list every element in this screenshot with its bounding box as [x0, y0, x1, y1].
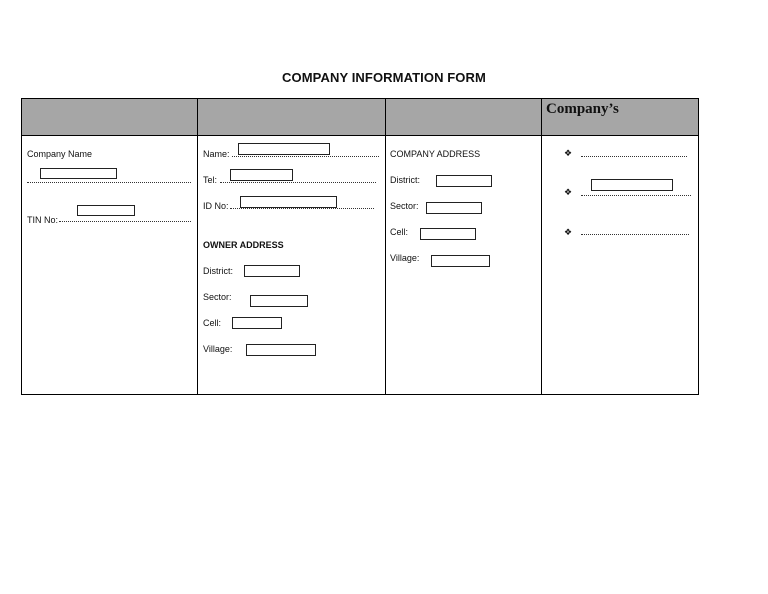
- company-address-heading: COMPANY ADDRESS: [390, 149, 481, 159]
- owner-id-label: ID No:: [203, 201, 229, 211]
- tin-label: TIN No:: [27, 215, 59, 225]
- owner-sector-field[interactable]: [250, 295, 308, 307]
- company-sector-field[interactable]: [426, 202, 482, 214]
- column-divider: [385, 99, 386, 394]
- owner-address-heading: OWNER ADDRESS: [203, 240, 284, 250]
- companys-field-2[interactable]: [591, 179, 673, 191]
- owner-tel-label: Tel:: [203, 175, 218, 185]
- owner-name-field[interactable]: [238, 143, 330, 155]
- diamond-bullet-icon: ❖: [564, 227, 573, 237]
- column-divider: [197, 99, 198, 394]
- column-header-companys: Company’s: [546, 101, 619, 117]
- column-divider: [541, 99, 542, 394]
- company-village-label: Village:: [390, 253, 420, 263]
- owner-cell-field[interactable]: [232, 317, 282, 329]
- owner-id-dotted-line: [230, 208, 374, 209]
- company-information-table: [21, 98, 699, 395]
- owner-id-field[interactable]: [240, 196, 337, 208]
- company-name-field[interactable]: [40, 168, 117, 179]
- owner-sector-label: Sector:: [203, 292, 232, 302]
- owner-tel-dotted-line: [220, 182, 376, 183]
- company-district-label: District:: [390, 175, 420, 185]
- diamond-bullet-icon: ❖: [564, 187, 573, 197]
- company-cell-field[interactable]: [420, 228, 476, 240]
- company-sector-label: Sector:: [390, 201, 419, 211]
- owner-tel-field[interactable]: [230, 169, 293, 181]
- companys-dotted-line-3: [581, 234, 689, 235]
- company-district-field[interactable]: [436, 175, 492, 187]
- company-name-dotted-line: [27, 182, 191, 183]
- owner-name-dotted-line: [232, 156, 379, 157]
- diamond-bullet-icon: ❖: [564, 148, 573, 158]
- owner-village-field[interactable]: [246, 344, 316, 356]
- company-name-label: Company Name: [27, 149, 93, 159]
- tin-dotted-line: [59, 221, 191, 222]
- page-title: COMPANY INFORMATION FORM: [282, 70, 486, 85]
- tin-field[interactable]: [77, 205, 135, 216]
- owner-district-label: District:: [203, 266, 233, 276]
- owner-name-label: Name:: [203, 149, 230, 159]
- companys-dotted-line-1: [581, 156, 687, 157]
- company-cell-label: Cell:: [390, 227, 409, 237]
- owner-cell-label: Cell:: [203, 318, 222, 328]
- company-village-field[interactable]: [431, 255, 490, 267]
- owner-village-label: Village:: [203, 344, 233, 354]
- owner-district-field[interactable]: [244, 265, 300, 277]
- companys-dotted-line-2: [581, 195, 691, 196]
